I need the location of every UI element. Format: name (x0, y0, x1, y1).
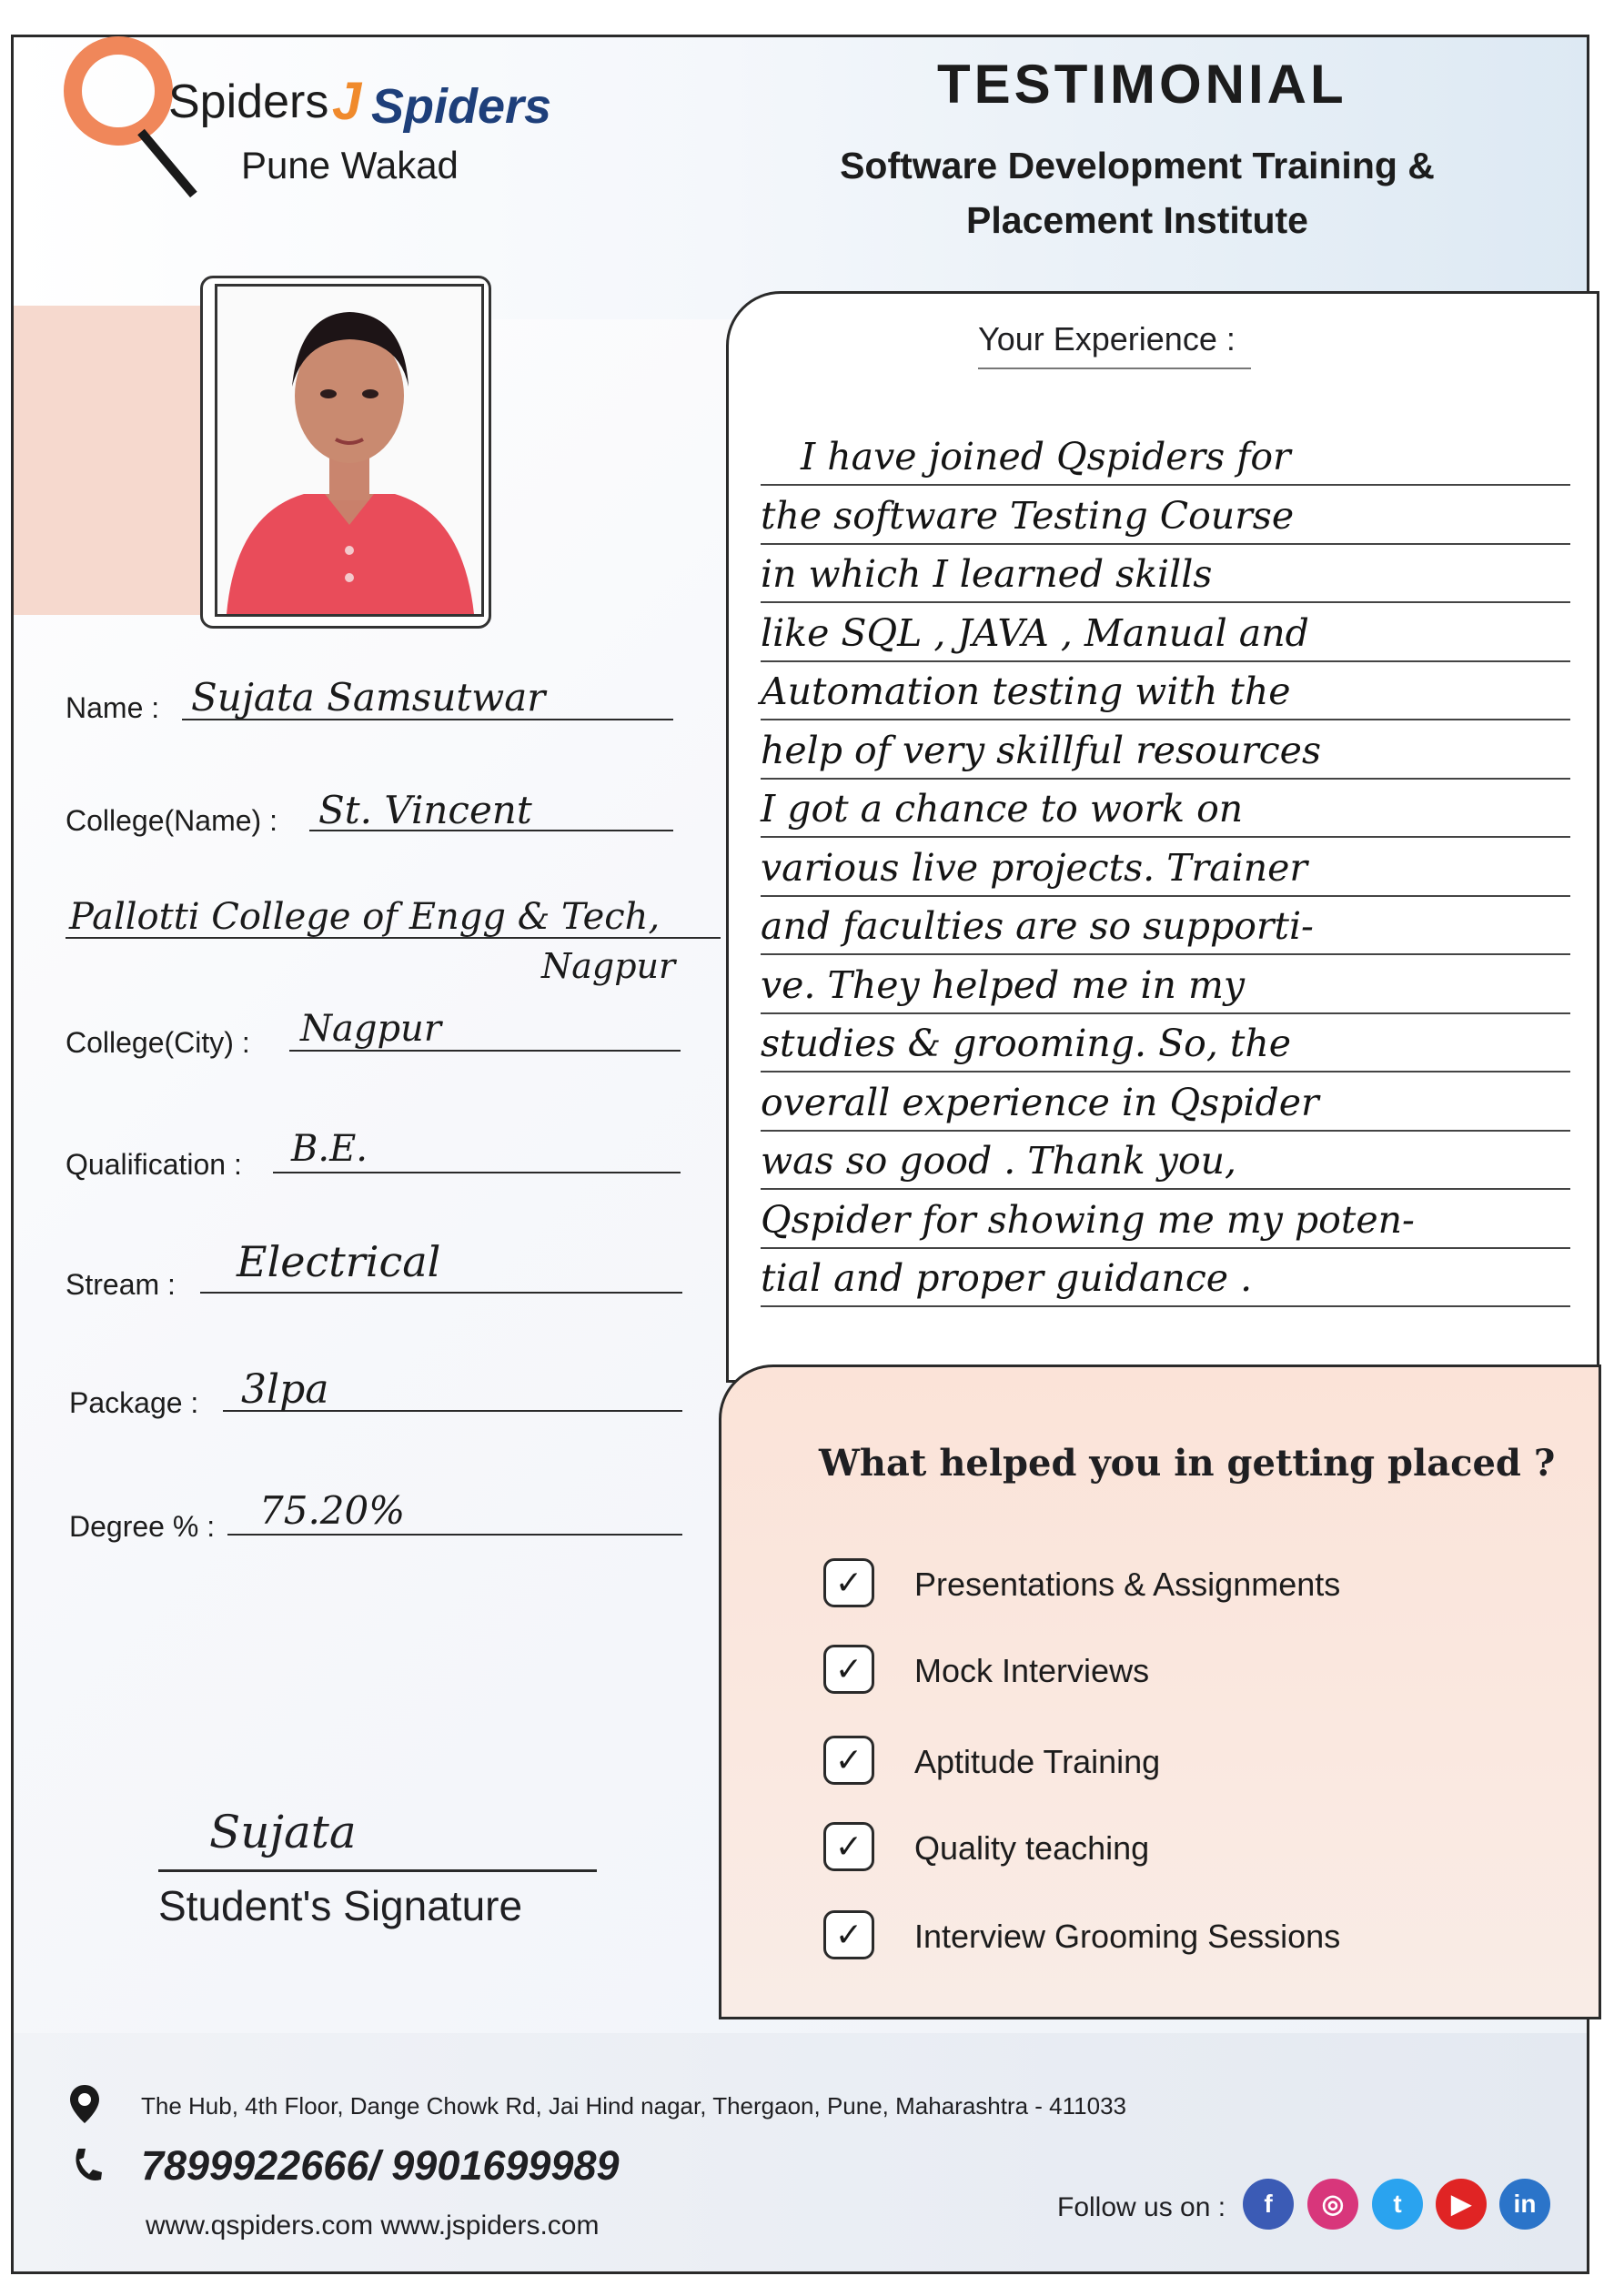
location-pin-icon (68, 2083, 101, 2125)
checkbox-label: Quality teaching (914, 1829, 1150, 1867)
subtitle-line-2: Placement Institute (966, 199, 1308, 241)
experience-line: Automation testing with the (761, 670, 1291, 713)
footer-address: The Hub, 4th Floor, Dange Chowk Rd, Jai Hind nagar, Thergaon, Pune, Maharashtra - 411033 (141, 2092, 1127, 2120)
experience-line: Qspider for showing me my poten- (761, 1197, 1415, 1242)
linkedin-icon[interactable]: in (1499, 2179, 1550, 2230)
phone-icon (71, 2147, 104, 2183)
logo-jspiders-text: Spiders (371, 79, 552, 134)
page-title: TESTIMONIAL (937, 54, 1347, 115)
ruled-line (761, 1012, 1570, 1014)
ruled-line (761, 543, 1570, 545)
degree-value[interactable]: 75.20% (259, 1488, 406, 1533)
student-portrait-image (217, 287, 481, 614)
twitter-icon[interactable]: t (1372, 2179, 1423, 2230)
facebook-icon[interactable]: f (1243, 2179, 1294, 2230)
logo-j-letter: J (332, 72, 362, 131)
student-signature-mark: Sujata (209, 1806, 357, 1858)
package-value[interactable]: 3lpa (241, 1366, 329, 1413)
checkbox-label: Mock Interviews (914, 1652, 1150, 1689)
qualification-value[interactable]: B.E. (291, 1128, 368, 1170)
youtube-icon[interactable]: ▶ (1436, 2179, 1487, 2230)
checkbox[interactable]: ✓ (823, 1910, 874, 1959)
qualification-underline (273, 1172, 681, 1173)
experience-line: I have joined Qspiders for (801, 435, 1291, 478)
experience-heading-underline (978, 368, 1251, 369)
checkbox[interactable]: ✓ (823, 1736, 874, 1785)
qualification-label: Qualification : (66, 1148, 242, 1181)
student-photo (215, 284, 484, 617)
branch-name: Pune Wakad (241, 144, 459, 186)
college-city-value[interactable]: Nagpur (300, 1008, 441, 1050)
ruled-line (761, 1071, 1570, 1072)
experience-line: overall experience in Qspider (761, 1080, 1319, 1124)
experience-line: help of very skillful resources (761, 728, 1321, 772)
ruled-line (761, 484, 1570, 486)
college-name-label: College(Name) : (66, 804, 277, 837)
footer-phone[interactable]: 7899922666/ 9901699989 (141, 2142, 620, 2189)
ruled-line (761, 1247, 1570, 1249)
checkbox-label: Aptitude Training (914, 1743, 1161, 1780)
ruled-line (761, 836, 1570, 838)
degree-label: Degree % : (69, 1510, 216, 1543)
experience-line: various live projects. Trainer (761, 845, 1307, 890)
placement-help-heading: What helped you in getting placed ? (819, 1442, 1556, 1485)
subtitle-line-1: Software Development Training & (840, 145, 1435, 186)
experience-line: was so good . Thank you, (761, 1139, 1237, 1183)
photo-accent-band (14, 306, 232, 615)
experience-line: studies & grooming. So, the (761, 1022, 1292, 1065)
checkbox[interactable]: ✓ (823, 1822, 874, 1871)
instagram-icon[interactable]: ◎ (1307, 2179, 1358, 2230)
college-city-underline (289, 1050, 681, 1052)
ruled-line (761, 953, 1570, 955)
stream-label: Stream : (66, 1268, 176, 1301)
college-name-value-1[interactable]: St. Vincent (318, 788, 532, 832)
ruled-line (761, 778, 1570, 780)
experience-line: ve. They helped me in my (761, 962, 1246, 1007)
experience-line: and faculties are so supporti- (761, 904, 1314, 948)
experience-line: like SQL , JAVA , Manual and (761, 610, 1309, 655)
qspiders-logo-icon (64, 36, 173, 146)
name-value[interactable]: Sujata Samsutwar (191, 675, 546, 720)
ruled-line (761, 601, 1570, 603)
ruled-line (761, 895, 1570, 897)
signature-line (158, 1869, 597, 1872)
experience-line: tial and proper guidance . (761, 1256, 1253, 1300)
college-name-value-2[interactable]: Pallotti College of Engg & Tech, (69, 896, 661, 938)
page-subtitle (782, 138, 1492, 247)
ruled-line (761, 1188, 1570, 1190)
ruled-line (761, 1305, 1570, 1307)
footer-websites[interactable]: www.qspiders.com www.jspiders.com (146, 2210, 600, 2241)
follow-us-label: Follow us on : (1057, 2192, 1226, 2222)
signature-label: Student's Signature (158, 1882, 523, 1929)
ruled-line (761, 1130, 1570, 1132)
experience-line: in which I learned skills (761, 552, 1213, 596)
package-label: Package : (69, 1386, 199, 1419)
checkbox-label: Presentations & Assignments (914, 1566, 1341, 1603)
ruled-line (761, 719, 1570, 720)
stream-underline (200, 1292, 682, 1294)
stream-value[interactable]: Electrical (237, 1237, 441, 1286)
checkbox-label: Interview Grooming Sessions (914, 1918, 1341, 1955)
checkbox[interactable]: ✓ (823, 1558, 874, 1607)
name-label: Name : (66, 691, 160, 724)
college-city-label: College(City) : (66, 1026, 250, 1059)
college-name-value-3[interactable]: Nagpur (541, 946, 676, 986)
experience-heading: Your Experience : (978, 320, 1236, 357)
logo-qspiders-text: Spiders (168, 76, 329, 128)
degree-underline (227, 1534, 682, 1536)
experience-line: the software Testing Course (761, 493, 1295, 538)
ruled-line (761, 660, 1570, 662)
experience-line: I got a chance to work on (761, 787, 1244, 831)
checkbox[interactable]: ✓ (823, 1645, 874, 1694)
